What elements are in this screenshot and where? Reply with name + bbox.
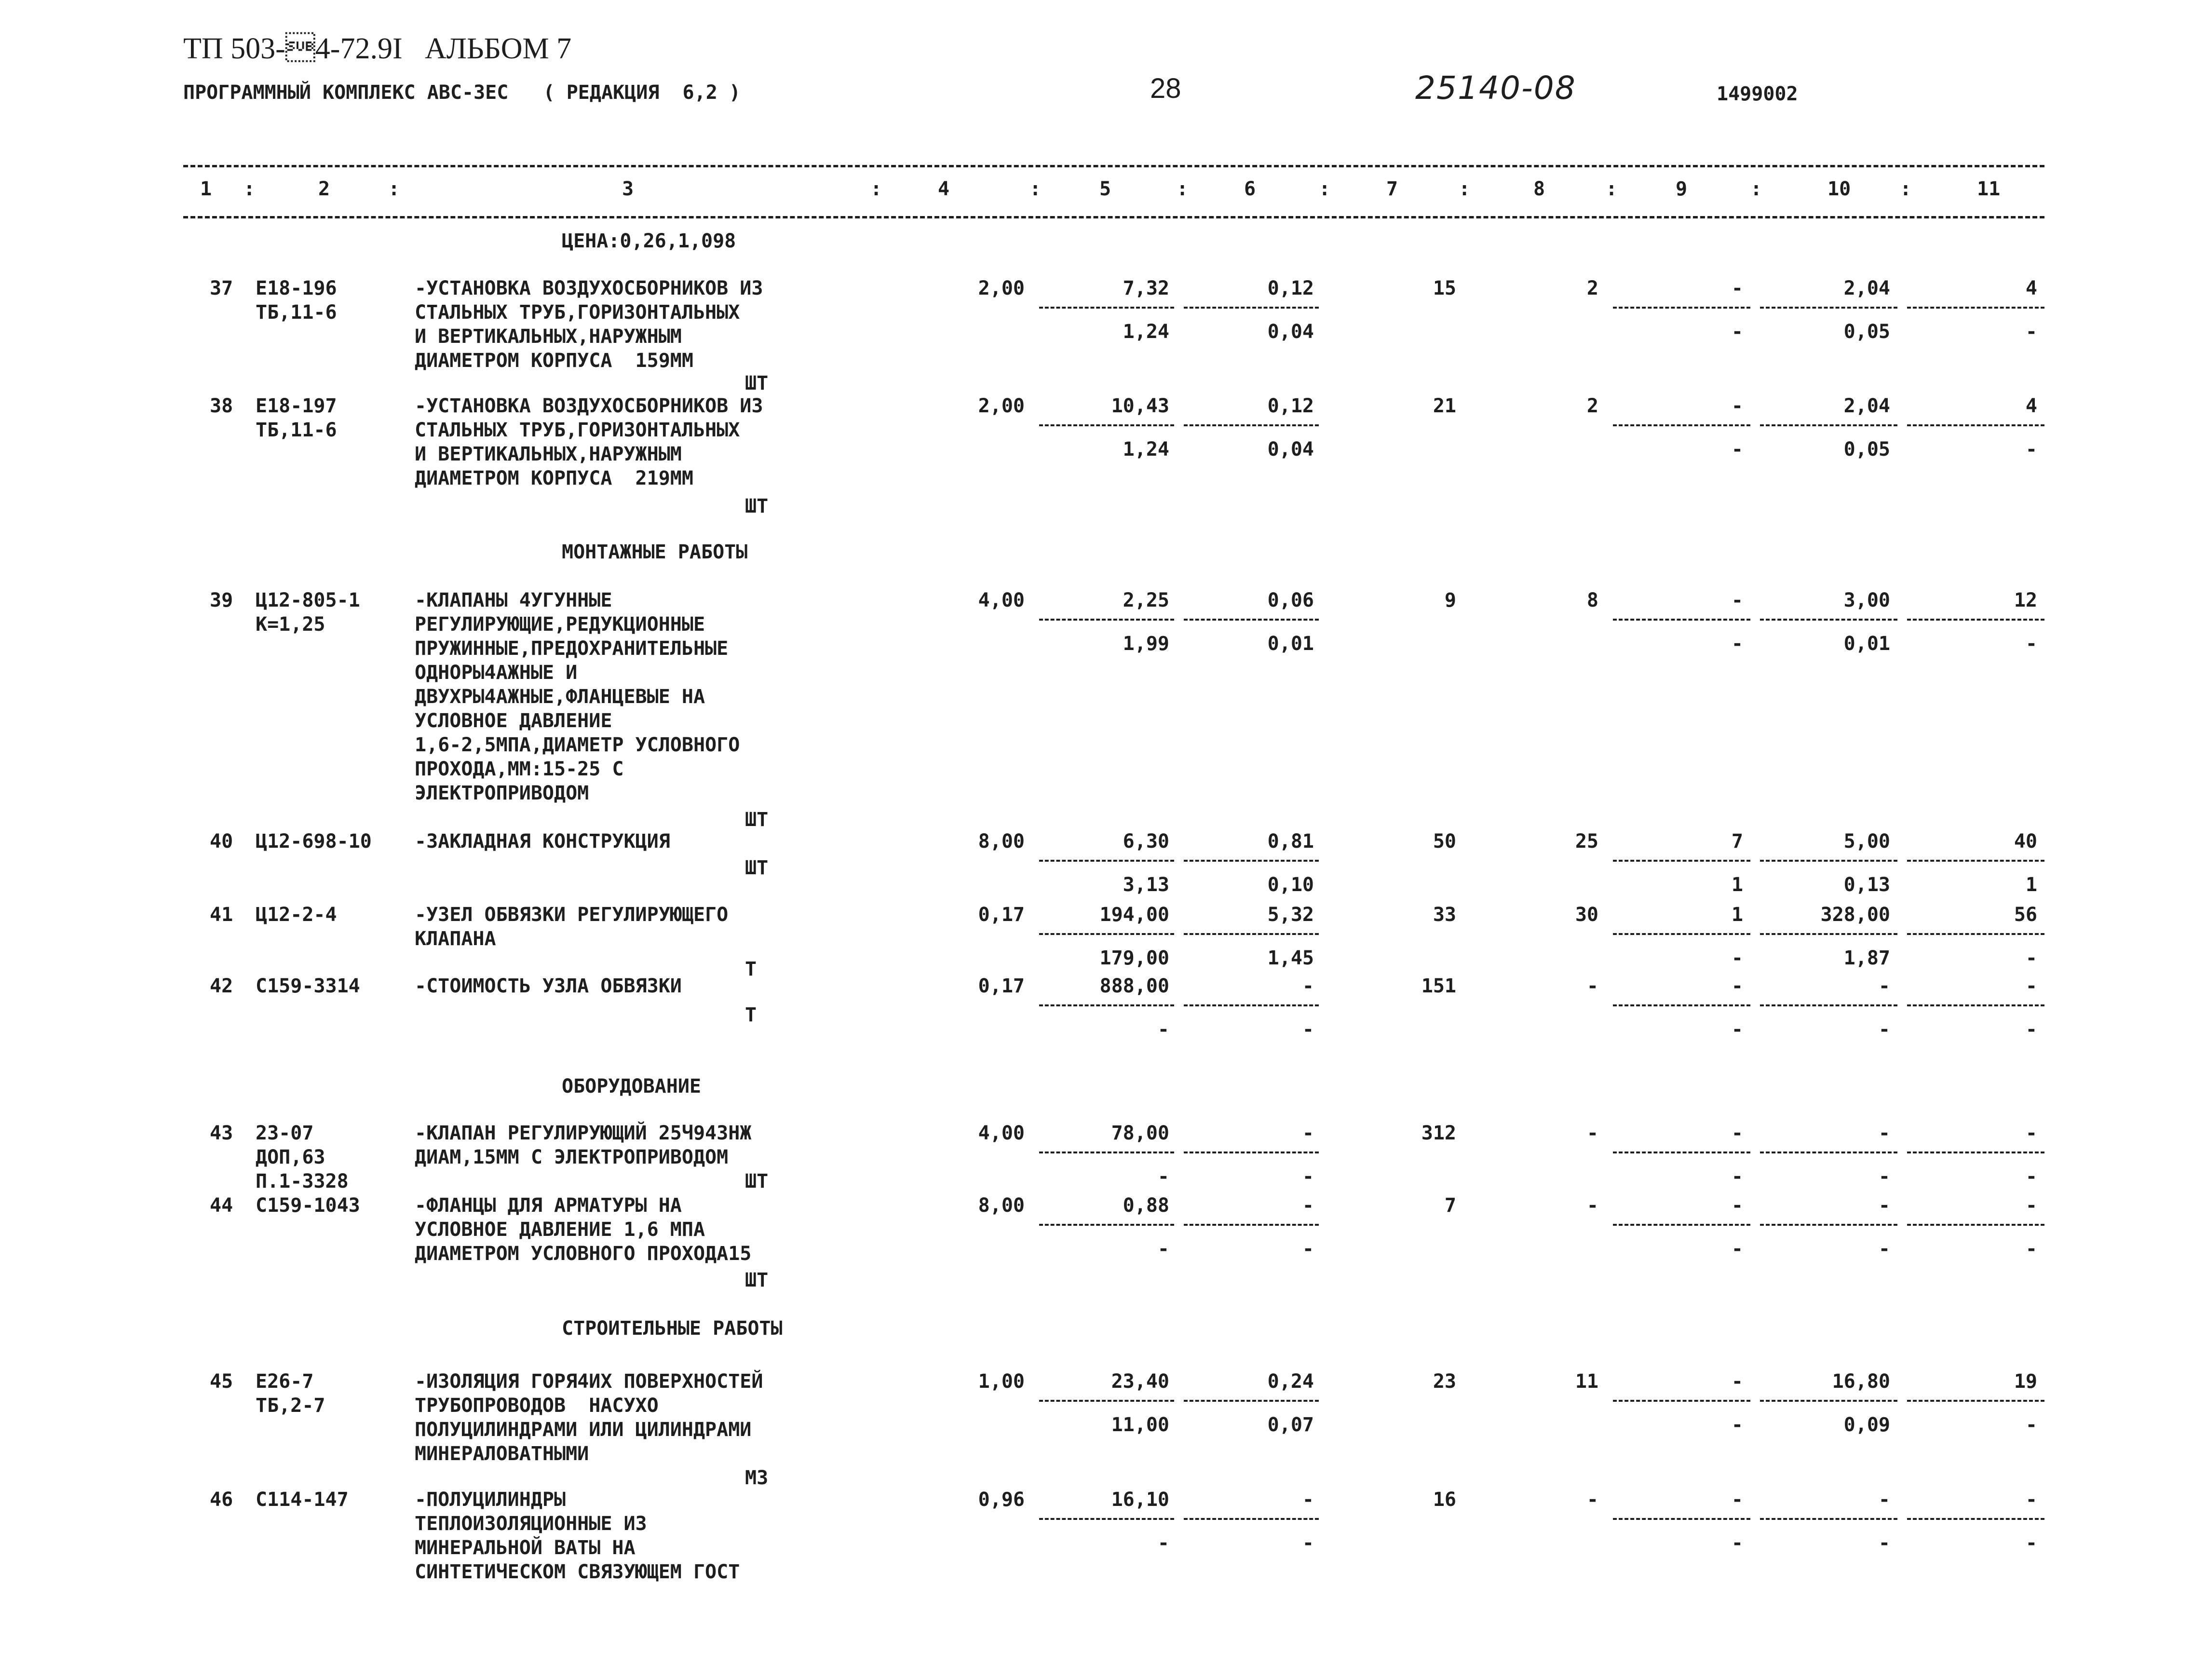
column-header-9: 9 [1676,178,1688,200]
row-description: ОДНОРЫ4АЖНЫЕ И [415,662,578,684]
row-description: -КЛАПАН РЕГУЛИРУЮЩИЙ 25Ч943НЖ [415,1122,752,1144]
cell-col11-sub: - [2025,1414,2037,1436]
column-header-10: 10 [1828,178,1851,200]
cell-col9: - [1731,1194,1743,1217]
cell-col9: - [1731,277,1743,299]
sub-rule-col6 [1184,1400,1319,1402]
sub-rule-col5 [1039,933,1174,935]
cell-col9: - [1731,1370,1743,1393]
row-number: 41 [210,904,233,926]
cell-col5-sub: 3,13 [1123,874,1169,896]
cell-col8: 2 [1586,395,1598,417]
cell-col5: 78,00 [1111,1122,1169,1144]
sub-rule-col6 [1184,307,1319,309]
sub-rule-col10 [1760,1152,1897,1153]
cell-col11: 4 [2025,395,2037,417]
sub-rule-col5 [1039,1400,1174,1402]
cell-col10-sub: 1,87 [1843,947,1890,969]
cell-col11-sub: - [2025,1238,2037,1260]
cell-col11: - [2025,975,2037,997]
column-separator: : [1029,178,1042,200]
doc-code: 1499002 [1717,83,1798,105]
row-description: МИНЕРАЛЬНОЙ ВАТЫ НА [415,1537,636,1559]
column-separator: : [1900,178,1912,200]
cell-col6: 0,12 [1267,277,1314,299]
cell-col9-sub: - [1731,947,1743,969]
cell-col6-sub: 0,04 [1267,438,1314,461]
cell-col5-sub: 1,24 [1123,321,1169,343]
cell-col10: - [1878,1122,1890,1144]
column-separator: : [870,178,882,200]
cell-col9: - [1731,395,1743,417]
row-unit: ШТ [745,1269,769,1291]
sub-rule-col10 [1760,424,1897,426]
cell-col11-sub: - [2025,438,2037,461]
sub-rule-col9 [1613,424,1750,426]
sub-rule-col9 [1613,1004,1750,1006]
cell-col7: 16 [1433,1489,1456,1511]
sub-rule-col10 [1760,1518,1897,1520]
cell-col7: 15 [1433,277,1456,299]
cell-col5: 0,88 [1123,1194,1169,1217]
sub-rule-col11 [1907,424,2044,426]
row-description: УСЛОВНОЕ ДАВЛЕНИЕ [415,710,612,732]
sub-rule-col9 [1613,860,1750,862]
sub-rule-col5 [1039,860,1174,862]
table-top-rule [183,165,2044,167]
cell-col5-sub: - [1157,1018,1169,1041]
cell-col5: 2,25 [1123,589,1169,611]
cell-col5: 888,00 [1099,975,1169,997]
cell-col6: - [1302,1489,1314,1511]
cell-col6-sub: - [1302,1238,1314,1260]
sub-rule-col6 [1184,1004,1319,1006]
cell-col7: 151 [1421,975,1456,997]
cell-col10-sub: - [1878,1238,1890,1260]
cell-col10: 328,00 [1820,904,1890,926]
sub-rule-col6 [1184,1518,1319,1520]
section-title-equipment: ОБОРУДОВАНИЕ [562,1075,701,1097]
cell-col8: 30 [1575,904,1598,926]
row-code: ТБ,2-7 [256,1395,325,1417]
page-number: 28 [1150,73,1181,104]
sub-rule-col11 [1907,1400,2044,1402]
row-unit: Т [745,1004,757,1026]
row-number: 42 [210,975,233,997]
cell-col11-sub: - [2025,947,2037,969]
sub-rule-col6 [1184,424,1319,426]
sub-rule-col9 [1613,619,1750,621]
row-number: 38 [210,395,233,417]
sub-rule-col9 [1613,1152,1750,1153]
column-header-11: 11 [1977,178,2001,200]
cell-col9-sub: - [1731,321,1743,343]
sub-rule-col9 [1613,307,1750,309]
row-code: ДОП,63 [256,1146,325,1168]
row-code: 23-07 [256,1122,314,1144]
row-unit: М3 [745,1467,769,1489]
row-code: С159-3314 [256,975,360,997]
cell-col6: 5,32 [1267,904,1314,926]
sub-rule-col9 [1613,1400,1750,1402]
cell-col8: - [1586,1122,1598,1144]
row-number: 40 [210,830,233,853]
sub-rule-col5 [1039,1224,1174,1226]
cell-col6-sub: 1,45 [1267,947,1314,969]
row-code: ТБ,11-6 [256,301,337,324]
sub-rule-col5 [1039,619,1174,621]
cell-col6: - [1302,975,1314,997]
cell-col7: 50 [1433,830,1456,853]
column-header-1: 1 [200,178,212,200]
cell-col5: 10,43 [1111,395,1169,417]
cell-col11: 19 [2014,1370,2037,1393]
sub-rule-col11 [1907,619,2044,621]
cell-col4: 0,17 [978,904,1025,926]
cell-col9: 1 [1731,904,1743,926]
cell-col5-sub: 179,00 [1099,947,1169,969]
row-description: ДВУХРЫ4АЖНЫЕ,ФЛАНЦЕВЫЕ НА [415,686,705,708]
row-description: ТЕПЛОИЗОЛЯЦИОННЫЕ ИЗ [415,1513,647,1535]
row-description: -ПОЛУЦИЛИНДРЫ [415,1489,566,1511]
cell-col6-sub: - [1302,1532,1314,1554]
column-separator: : [1750,178,1762,200]
row-number: 43 [210,1122,233,1144]
sub-rule-col11 [1907,1004,2044,1006]
row-unit: ШТ [745,372,769,394]
cell-col7: 9 [1444,589,1456,611]
cell-col9-sub: - [1731,1238,1743,1260]
cell-col4: 4,00 [978,589,1025,611]
cell-col9: 7 [1731,830,1743,853]
row-description: ДИАМ,15ММ С ЭЛЕКТРОПРИВОДОМ [415,1146,729,1168]
sub-rule-col10 [1760,1224,1897,1226]
row-description: ДИАМЕТРОМ УСЛОВНОГО ПРОХОДА15 [415,1243,752,1265]
sub-rule-col5 [1039,307,1174,309]
cell-col7: 7 [1444,1194,1456,1217]
cell-col9-sub: - [1731,1018,1743,1041]
sub-rule-col10 [1760,307,1897,309]
cell-col9-sub: - [1731,1165,1743,1188]
row-code: Е18-197 [256,395,337,417]
cell-col6: - [1302,1122,1314,1144]
cell-col10-sub: - [1878,1532,1890,1554]
cell-col10-sub: - [1878,1018,1890,1041]
cell-col4: 8,00 [978,830,1025,853]
sub-rule-col6 [1184,860,1319,862]
row-description: 1,6-2,5МПА,ДИАМЕТР УСЛОВНОГО [415,734,740,756]
cell-col4: 8,00 [978,1194,1025,1217]
column-separator: : [1177,178,1189,200]
row-code: ТБ,11-6 [256,419,337,441]
cell-col7: 33 [1433,904,1456,926]
cell-col9: - [1731,1122,1743,1144]
cell-col6-sub: 0,10 [1267,874,1314,896]
cell-col6-sub: - [1302,1165,1314,1188]
cell-col5-sub: 11,00 [1111,1414,1169,1436]
sub-rule-col5 [1039,424,1174,426]
sub-rule-col10 [1760,933,1897,935]
row-description: -СТОИМОСТЬ УЗЛА ОБВЯЗКИ [415,975,682,997]
cell-col6-sub: 0,01 [1267,633,1314,655]
price-note: ЦЕНА:0,26,1,098 [562,230,736,252]
cell-col5-sub: - [1157,1238,1169,1260]
column-header-8: 8 [1533,178,1545,200]
cell-col11: 56 [2014,904,2037,926]
cell-col8: 11 [1575,1370,1598,1393]
column-separator: : [1606,178,1618,200]
cell-col7: 23 [1433,1370,1456,1393]
sub-rule-col9 [1613,1224,1750,1226]
cell-col10-sub: 0,13 [1843,874,1890,896]
cell-col8: - [1586,1489,1598,1511]
sub-rule-col10 [1760,1004,1897,1006]
sub-rule-col10 [1760,619,1897,621]
cell-col5: 194,00 [1099,904,1169,926]
cell-col5: 7,32 [1123,277,1169,299]
cell-col11-sub: 1 [2025,874,2037,896]
row-description: -УСТАНОВКА ВОЗДУХОСБОРНИКОВ ИЗ [415,277,763,299]
sub-rule-col9 [1613,933,1750,935]
cell-col11: - [2025,1194,2037,1217]
cell-col4: 0,17 [978,975,1025,997]
cell-col8: 2 [1586,277,1598,299]
cell-col9: - [1731,589,1743,611]
cell-col9: - [1731,1489,1743,1511]
row-description: ПРОХОДА,ММ:15-25 С [415,758,624,780]
row-description: ПРУЖИННЫЕ,ПРЕДОХРАНИТЕЛЬНЫЕ [415,637,729,660]
cell-col6: 0,06 [1267,589,1314,611]
sub-rule-col10 [1760,1400,1897,1402]
cell-col8: 8 [1586,589,1598,611]
row-code: С114-147 [256,1489,349,1511]
column-header-5: 5 [1099,178,1111,200]
column-header-4: 4 [938,178,950,200]
cell-col4: 2,00 [978,395,1025,417]
row-description: ЭЛЕКТРОПРИВОДОМ [415,782,589,804]
row-code: Ц12-698-10 [256,830,372,853]
row-description: МИНЕРАЛОВАТНЫМИ [415,1443,589,1465]
row-description: -УЗЕЛ ОБВЯЗКИ РЕГУЛИРУЮЩЕГО [415,904,729,926]
cell-col4: 0,96 [978,1489,1025,1511]
sub-rule-col11 [1907,1224,2044,1226]
row-description: -КЛАПАНЫ 4УГУННЫЕ [415,589,612,611]
cell-col5-sub: 1,99 [1123,633,1169,655]
column-separator: : [1319,178,1331,200]
cell-col11: - [2025,1489,2037,1511]
row-description: ДИАМЕТРОМ КОРПУСА 219ММ [415,467,693,489]
row-number: 44 [210,1194,233,1217]
row-description: СТАЛЬНЫХ ТРУБ,ГОРИЗОНТАЛЬНЫХ [415,419,740,441]
row-code: Ц12-2-4 [256,904,337,926]
cell-col11-sub: - [2025,1532,2037,1554]
row-code: П.1-3328 [256,1170,349,1192]
sub-rule-col5 [1039,1004,1174,1006]
sub-rule-col11 [1907,860,2044,862]
sub-rule-col6 [1184,619,1319,621]
sub-rule-col9 [1613,1518,1750,1520]
cell-col5-sub: - [1157,1532,1169,1554]
row-description: СТАЛЬНЫХ ТРУБ,ГОРИЗОНТАЛЬНЫХ [415,301,740,324]
cell-col10: - [1878,1194,1890,1217]
row-code: Е26-7 [256,1370,314,1393]
cell-col10-sub: 0,09 [1843,1414,1890,1436]
sub-rule-col11 [1907,307,2044,309]
cell-col11-sub: - [2025,321,2037,343]
row-code: С159-1043 [256,1194,360,1217]
cell-col11-sub: - [2025,633,2037,655]
cell-col9-sub: - [1731,1532,1743,1554]
cell-col9-sub: 1 [1731,874,1743,896]
sub-rule-col11 [1907,1518,2044,1520]
section-title-construction: СТРОИТЕЛЬНЫЕ РАБОТЫ [562,1317,783,1340]
cell-col11: 40 [2014,830,2037,853]
cell-col4: 1,00 [978,1370,1025,1393]
sub-rule-col11 [1907,1152,2044,1153]
row-description: СИНТЕТИЧЕСКОМ СВЯЗУЮЩЕМ ГОСТ [415,1561,740,1583]
cell-col10-sub: 0,05 [1843,321,1890,343]
row-code: Е18-196 [256,277,337,299]
cell-col10: 3,00 [1843,589,1890,611]
row-number: 39 [210,589,233,611]
cell-col5-sub: - [1157,1165,1169,1188]
row-unit: Т [745,958,757,980]
row-unit: ШТ [745,495,769,517]
sub-rule-col5 [1039,1152,1174,1153]
cell-col11: 4 [2025,277,2037,299]
cell-col9-sub: - [1731,1414,1743,1436]
cell-col9-sub: - [1731,633,1743,655]
cell-col8: 25 [1575,830,1598,853]
cell-col6: - [1302,1194,1314,1217]
handwritten-code: 25140-08 [1415,69,1576,107]
column-header-2: 2 [318,178,330,200]
row-description: -ЗАКЛАДНАЯ КОНСТРУКЦИЯ [415,830,670,853]
cell-col10: 2,04 [1843,277,1890,299]
column-header-6: 6 [1244,178,1256,200]
cell-col6-sub: 0,07 [1267,1414,1314,1436]
cell-col10-sub: 0,05 [1843,438,1890,461]
cell-col10: - [1878,1489,1890,1511]
cell-col11-sub: - [2025,1018,2037,1041]
sub-rule-col5 [1039,1518,1174,1520]
section-title-montage: МОНТАЖНЫЕ РАБОТЫ [562,541,748,563]
row-description: -ИЗОЛЯЦИЯ ГОРЯ4ИХ ПОВЕРХНОСТЕЙ [415,1370,763,1393]
cell-col6-sub: - [1302,1018,1314,1041]
row-code: Ц12-805-1 [256,589,360,611]
row-number: 45 [210,1370,233,1393]
column-separator: : [1459,178,1471,200]
program-line: ПРОГРАММНЫЙ КОМПЛЕКС АВС-3ЕС ( РЕДАКЦИЯ 6,2 ) [183,81,741,104]
column-header-3: 3 [622,178,634,200]
cell-col5: 6,30 [1123,830,1169,853]
cell-col9: - [1731,975,1743,997]
cell-col11: - [2025,1122,2037,1144]
table-header-bottom-rule [183,216,2044,218]
cell-col5: 16,10 [1111,1489,1169,1511]
column-separator: : [244,178,256,200]
row-description: ТРУБОПРОВОДОВ НАСУХО [415,1395,659,1417]
cell-col11-sub: - [2025,1165,2037,1188]
row-description: ДИАМЕТРОМ КОРПУСА 159ММ [415,350,693,372]
cell-col9-sub: - [1731,438,1743,461]
row-unit: ШТ [745,857,769,879]
row-description: -УСТАНОВКА ВОЗДУХОСБОРНИКОВ ИЗ [415,395,763,417]
cell-col6: 0,12 [1267,395,1314,417]
sub-rule-col6 [1184,933,1319,935]
cell-col6: 0,81 [1267,830,1314,853]
cell-col6-sub: 0,04 [1267,321,1314,343]
row-description: -ФЛАНЦЫ ДЛЯ АРМАТУРЫ НА [415,1194,682,1217]
cell-col5: 23,40 [1111,1370,1169,1393]
row-code: К=1,25 [256,613,325,636]
cell-col7: 21 [1433,395,1456,417]
sub-rule-col6 [1184,1224,1319,1226]
column-separator: : [388,178,400,200]
row-description: ПОЛУЦИЛИНДРАМИ ИЛИ ЦИЛИНДРАМИ [415,1419,752,1441]
column-header-7: 7 [1386,178,1398,200]
cell-col10-sub: - [1878,1165,1890,1188]
row-number: 46 [210,1489,233,1511]
row-number: 37 [210,277,233,299]
cell-col5-sub: 1,24 [1123,438,1169,461]
cell-col10: 5,00 [1843,830,1890,853]
row-description: РЕГУЛИРУЮЩИЕ,РЕДУКЦИОННЫЕ [415,613,705,636]
cell-col4: 2,00 [978,277,1025,299]
cell-col10-sub: 0,01 [1843,633,1890,655]
cell-col10: 2,04 [1843,395,1890,417]
row-unit: ШТ [745,809,769,831]
cell-col8: - [1586,1194,1598,1217]
cell-col10: - [1878,975,1890,997]
cell-col8: - [1586,975,1598,997]
row-description: КЛАПАНА [415,928,496,950]
row-unit: ШТ [745,1170,769,1192]
cell-col10: 16,80 [1832,1370,1890,1393]
sub-rule-col6 [1184,1152,1319,1153]
cell-col6: 0,24 [1267,1370,1314,1393]
sub-rule-col10 [1760,860,1897,862]
cell-col4: 4,00 [978,1122,1025,1144]
album-line: ТП 503-4-72.9I АЛЬБОМ 7 [183,32,572,65]
row-description: И ВЕРТИКАЛЬНЫХ,НАРУЖНЫМ [415,443,682,465]
row-description: И ВЕРТИКАЛЬНЫХ,НАРУЖНЫМ [415,325,682,348]
row-description: УСЛОВНОЕ ДАВЛЕНИЕ 1,6 МПА [415,1219,705,1241]
cell-col11: 12 [2014,589,2037,611]
cell-col7: 312 [1421,1122,1456,1144]
sub-rule-col11 [1907,933,2044,935]
